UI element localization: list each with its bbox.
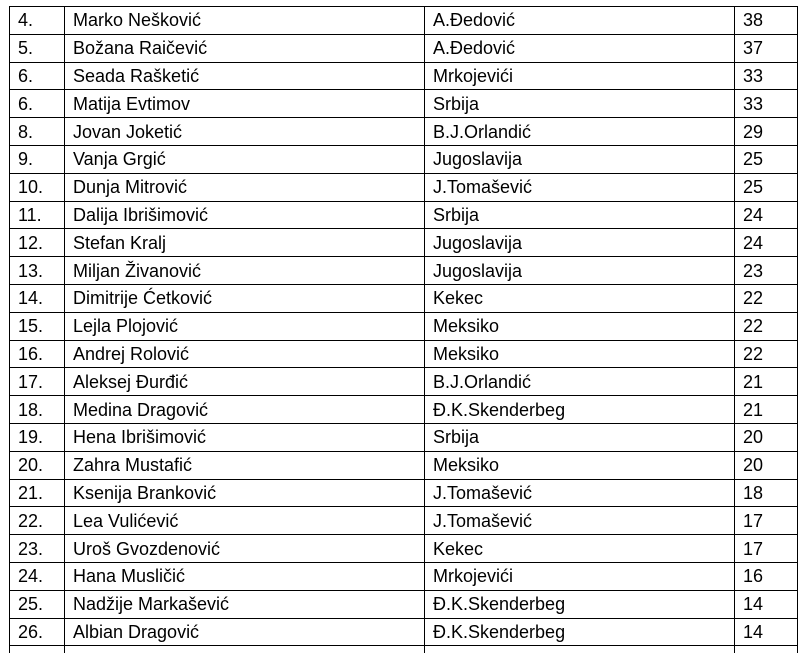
rank-cell: 6. — [10, 62, 65, 90]
points-cell: 33 — [735, 62, 798, 90]
points-cell: 22 — [735, 312, 798, 340]
club-cell: Đ.K.Skenderbeg — [425, 590, 735, 618]
rank-cell: 25. — [10, 590, 65, 618]
name-cell: Aleksej Đurđić — [65, 368, 425, 396]
club-cell — [425, 646, 735, 653]
rank-cell: 4. — [10, 7, 65, 35]
table-row — [10, 646, 798, 653]
table-row — [10, 118, 798, 146]
club-cell: J.Tomašević — [425, 479, 735, 507]
points-cell: 20 — [735, 451, 798, 479]
name-cell: Hena Ibrišimović — [65, 423, 425, 451]
club-cell: J.Tomašević — [425, 173, 735, 201]
name-cell: Vanja Grgić — [65, 145, 425, 173]
rank-cell: 22. — [10, 507, 65, 535]
name-cell: Andrej Rolović — [65, 340, 425, 368]
rank-cell: 10. — [10, 173, 65, 201]
rank-cell: 12. — [10, 229, 65, 257]
points-cell: 14 — [735, 618, 798, 646]
rank-cell: 5. — [10, 34, 65, 62]
rank-cell: 17. — [10, 368, 65, 396]
name-cell: Albian Dragović — [65, 618, 425, 646]
name-cell: Stefan Kralj — [65, 229, 425, 257]
name-cell: Ksenija Branković — [65, 479, 425, 507]
table-row — [10, 562, 798, 590]
club-cell: Đ.K.Skenderbeg — [425, 396, 735, 424]
points-cell: 17 — [735, 535, 798, 563]
rank-cell: 6. — [10, 90, 65, 118]
table-row — [10, 451, 798, 479]
name-cell: Jovan Joketić — [65, 118, 425, 146]
name-cell: Dalija Ibrišimović — [65, 201, 425, 229]
club-cell: Meksiko — [425, 312, 735, 340]
points-cell: 22 — [735, 284, 798, 312]
table-row — [10, 201, 798, 229]
results-table-body — [10, 7, 798, 653]
table-row — [10, 423, 798, 451]
results-table — [9, 6, 798, 653]
table-row — [10, 173, 798, 201]
rank-cell: 21. — [10, 479, 65, 507]
club-cell: A.Đedović — [425, 34, 735, 62]
table-row — [10, 284, 798, 312]
name-cell: Hana Musličić — [65, 562, 425, 590]
points-cell: 17 — [735, 507, 798, 535]
club-cell: B.J.Orlandić — [425, 118, 735, 146]
table-row — [10, 34, 798, 62]
club-cell: Srbija — [425, 90, 735, 118]
points-cell: 14 — [735, 590, 798, 618]
name-cell — [65, 646, 425, 653]
table-row — [10, 257, 798, 285]
points-cell: 20 — [735, 423, 798, 451]
name-cell: Medina Dragović — [65, 396, 425, 424]
points-cell: 16 — [735, 562, 798, 590]
rank-cell: 18. — [10, 396, 65, 424]
table-row — [10, 396, 798, 424]
points-cell: 24 — [735, 201, 798, 229]
rank-cell: 13. — [10, 257, 65, 285]
name-cell: Matija Evtimov — [65, 90, 425, 118]
table-row — [10, 535, 798, 563]
name-cell: Uroš Gvozdenović — [65, 535, 425, 563]
name-cell: Seada Rašketić — [65, 62, 425, 90]
name-cell: Dunja Mitrović — [65, 173, 425, 201]
points-cell — [735, 646, 798, 653]
points-cell: 37 — [735, 34, 798, 62]
table-row — [10, 368, 798, 396]
table-row — [10, 507, 798, 535]
club-cell: A.Đedović — [425, 7, 735, 35]
club-cell: Jugoslavija — [425, 229, 735, 257]
points-cell: 18 — [735, 479, 798, 507]
name-cell: Zahra Mustafić — [65, 451, 425, 479]
club-cell: Meksiko — [425, 340, 735, 368]
club-cell: Srbija — [425, 423, 735, 451]
points-cell: 23 — [735, 257, 798, 285]
table-row — [10, 618, 798, 646]
points-cell: 25 — [735, 145, 798, 173]
rank-cell: 9. — [10, 145, 65, 173]
rank-cell: 14. — [10, 284, 65, 312]
name-cell: Božana Raičević — [65, 34, 425, 62]
points-cell: 22 — [735, 340, 798, 368]
club-cell: B.J.Orlandić — [425, 368, 735, 396]
club-cell: Meksiko — [425, 451, 735, 479]
points-cell: 33 — [735, 90, 798, 118]
points-cell: 21 — [735, 396, 798, 424]
table-row — [10, 312, 798, 340]
table-row — [10, 229, 798, 257]
rank-cell: 24. — [10, 562, 65, 590]
table-row — [10, 479, 798, 507]
rank-cell: 11. — [10, 201, 65, 229]
club-cell: J.Tomašević — [425, 507, 735, 535]
table-row — [10, 590, 798, 618]
club-cell: Jugoslavija — [425, 257, 735, 285]
name-cell: Nadžije Markašević — [65, 590, 425, 618]
name-cell: Lea Vulićević — [65, 507, 425, 535]
rank-cell: 23. — [10, 535, 65, 563]
club-cell: Đ.K.Skenderbeg — [425, 618, 735, 646]
club-cell: Mrkojevići — [425, 562, 735, 590]
rank-cell — [10, 646, 65, 653]
club-cell: Jugoslavija — [425, 145, 735, 173]
rank-cell: 16. — [10, 340, 65, 368]
club-cell: Mrkojevići — [425, 62, 735, 90]
name-cell: Miljan Živanović — [65, 257, 425, 285]
table-row — [10, 145, 798, 173]
points-cell: 29 — [735, 118, 798, 146]
club-cell: Kekec — [425, 535, 735, 563]
points-cell: 25 — [735, 173, 798, 201]
club-cell: Srbija — [425, 201, 735, 229]
rank-cell: 26. — [10, 618, 65, 646]
points-cell: 24 — [735, 229, 798, 257]
rank-cell: 20. — [10, 451, 65, 479]
table-row — [10, 62, 798, 90]
table-row — [10, 340, 798, 368]
name-cell: Dimitrije Ćetković — [65, 284, 425, 312]
points-cell: 38 — [735, 7, 798, 35]
rank-cell: 8. — [10, 118, 65, 146]
table-row — [10, 7, 798, 35]
name-cell: Marko Nešković — [65, 7, 425, 35]
points-cell: 21 — [735, 368, 798, 396]
club-cell: Kekec — [425, 284, 735, 312]
name-cell: Lejla Plojović — [65, 312, 425, 340]
rank-cell: 15. — [10, 312, 65, 340]
rank-cell: 19. — [10, 423, 65, 451]
table-row — [10, 90, 798, 118]
